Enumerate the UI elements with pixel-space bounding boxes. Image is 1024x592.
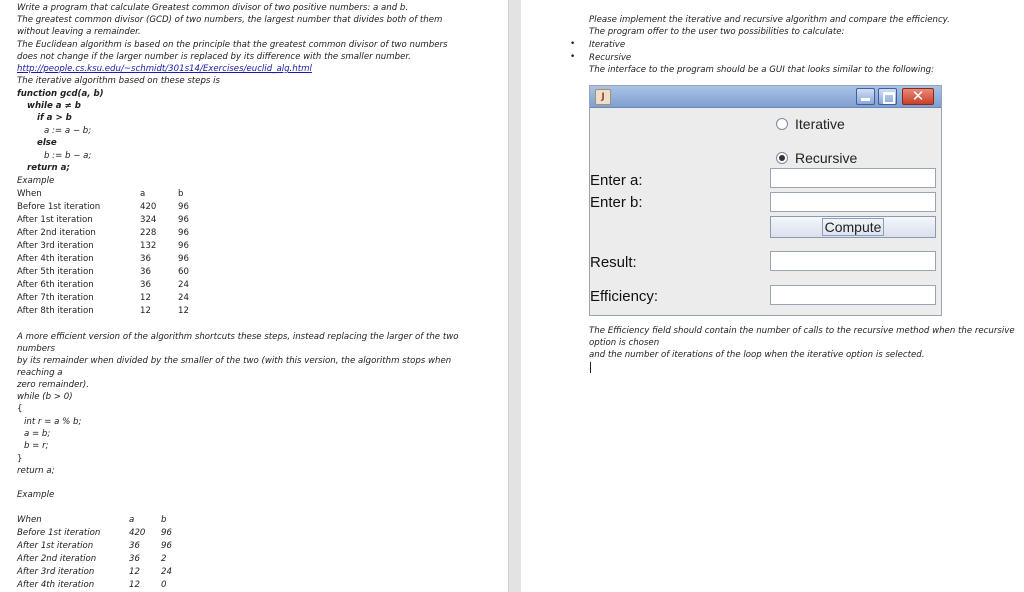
left-document-page (0, 0, 508, 592)
table-cell-when: After 3rd iteration (17, 241, 94, 251)
minimize-button[interactable] (856, 88, 875, 105)
table-cell-b: 24 (178, 280, 189, 290)
table-cell-b: 96 (178, 215, 189, 225)
radio-recursive-label: Recursive (795, 150, 858, 166)
table-cell-b: 96 (161, 541, 172, 551)
table-cell-b: 0 (161, 580, 167, 590)
maximize-button[interactable] (878, 88, 897, 105)
table-cell-a: 420 (140, 202, 157, 212)
code1-line-6: b := b − a; (44, 151, 92, 161)
text-cursor (590, 362, 591, 373)
table-cell-a: 36 (129, 554, 140, 564)
intro-line-3: without leaving a remainder. (17, 27, 141, 37)
radio-iterative-circle[interactable] (776, 118, 788, 130)
page-gutter (508, 0, 522, 592)
code2-line-2: { (17, 404, 23, 414)
efficient-iteration-table (17, 514, 217, 592)
table-cell-when: After 7th iteration (17, 293, 94, 303)
label-result: Result: (590, 254, 637, 271)
table-cell-b: 24 (161, 567, 172, 577)
label-efficiency: Efficiency: (590, 288, 659, 305)
table-cell-when: Before 1st iteration (17, 202, 101, 212)
table-cell-a: a (140, 189, 146, 199)
code2-line-5: b = r; (24, 441, 49, 451)
iterative-intro: The iterative algorithm based on these steps is (17, 76, 220, 86)
intro-line-2: The greatest common divisor (GCD) of two numbers, the largest number that divides both of them (17, 15, 443, 25)
efficient-line-2: numbers (17, 344, 56, 354)
table-cell-when: Before 1st iteration (17, 528, 101, 538)
table-cell-when: After 8th iteration (17, 306, 94, 316)
intro-line-4: The Euclidean algorithm is based on the principle that the greatest common divisor of two numbers (17, 40, 448, 50)
code1-line-5: else (37, 138, 57, 148)
table-cell-b: b (178, 189, 184, 199)
close-button[interactable] (902, 88, 934, 105)
radio-iterative-label: Iterative (795, 116, 845, 132)
intro-line-1: Write a program that calculate Greatest common divisor of two positive numbers: a and b. (17, 3, 409, 13)
label-enter-b: Enter b: (590, 194, 643, 211)
code1-line-1: function gcd(a, b) (17, 89, 104, 99)
table-cell-b: 96 (178, 254, 189, 264)
efficiency-note-3: and the number of iterations of the loop when the iterative option is selected. (589, 350, 925, 360)
table-cell-b: 96 (178, 241, 189, 251)
gcd-iteration-table (17, 188, 217, 318)
code1-line-7: return a; (27, 163, 70, 173)
table-cell-when: After 1st iteration (17, 541, 94, 551)
table-cell-a: 36 (129, 541, 140, 551)
compute-button[interactable] (770, 216, 936, 238)
table-cell-b: 24 (178, 293, 189, 303)
table-cell-b: b (161, 515, 167, 525)
intro-line-5: does not change if the larger number is replaced by its difference with the smaller number. (17, 52, 411, 62)
table-cell-b: 2 (161, 554, 167, 564)
efficient-line-1: A more efficient version of the algorithm shortcuts these steps, instead replacing the larger of the two (17, 332, 459, 342)
efficiency-note-2: option is chosen (589, 338, 660, 348)
table-cell-when: After 6th iteration (17, 280, 94, 290)
table-cell-when: After 4th iteration (17, 254, 94, 264)
window-titlebar[interactable] (590, 86, 941, 108)
table-cell-a: a (129, 515, 135, 525)
gcd-gui-window (589, 85, 942, 316)
euclid-link[interactable]: http://people.cs.ksu.edu/~schmidt/301s14/Exercises/euclid_alg.html (17, 64, 312, 74)
close-icon: ✕ (911, 87, 925, 105)
code1-line-3: if a > b (37, 113, 72, 123)
code2-line-3: int r = a % b; (24, 417, 82, 427)
example1-label: Example (17, 176, 55, 186)
table-cell-b: 60 (178, 267, 189, 277)
table-cell-b: 96 (178, 202, 189, 212)
table-cell-a: 324 (140, 215, 157, 225)
table-cell-when: When (17, 515, 42, 525)
table-cell-a: 228 (140, 228, 157, 238)
task-line-2: The program offer to the user two possibilities to calculate: (589, 27, 845, 37)
code2-line-1: while (b > 0) (17, 392, 73, 402)
table-cell-a: 12 (140, 293, 151, 303)
task-line-1: Please implement the iterative and recursive algorithm and compare the efficiency. (589, 15, 950, 25)
input-b[interactable] (770, 192, 936, 212)
table-cell-when: After 1st iteration (17, 215, 93, 225)
bullet-icon: • (570, 39, 576, 49)
table-cell-a: 420 (129, 528, 146, 538)
table-cell-a: 132 (140, 241, 157, 251)
table-cell-when: When (17, 189, 42, 199)
option-recursive: Recursive (589, 53, 632, 63)
table-cell-when: After 4th iteration (17, 580, 95, 590)
table-cell-a: 36 (140, 254, 151, 264)
table-cell-a: 36 (140, 280, 151, 290)
code2-line-6: } (17, 454, 23, 464)
table-cell-a: 36 (140, 267, 151, 277)
code1-line-4: a := a − b; (44, 126, 92, 136)
table-cell-when: After 5th iteration (17, 267, 94, 277)
table-cell-when: After 3rd iteration (17, 567, 95, 577)
bullet-icon: • (570, 52, 576, 62)
java-icon: J (595, 89, 611, 105)
input-a[interactable] (770, 168, 936, 188)
efficient-line-5: zero remainder). (17, 380, 89, 390)
table-cell-a: 12 (129, 580, 140, 590)
table-cell-b: 12 (178, 306, 189, 316)
table-cell-when: After 2nd iteration (17, 554, 97, 564)
option-iterative: Iterative (589, 40, 626, 50)
code2-line-7: return a; (17, 466, 55, 476)
efficiency-note-1: The Efficiency field should contain the number of calls to the recursive method when the recursive (589, 326, 1015, 336)
table-cell-b: 96 (161, 528, 172, 538)
table-cell-a: 12 (140, 306, 151, 316)
label-enter-a: Enter a: (590, 172, 643, 189)
result-field[interactable] (770, 251, 936, 271)
compute-label: Compute (822, 218, 885, 236)
efficiency-field[interactable] (770, 285, 936, 305)
efficient-line-3: by its remainder when divided by the smaller of the two (with this version, the algorithm stops when (17, 356, 452, 366)
gui-intro: The interface to the program should be a GUI that looks similar to the following: (589, 65, 935, 75)
table-cell-a: 12 (129, 567, 140, 577)
example2-label: Example (17, 490, 55, 500)
efficient-line-4: reaching a (17, 368, 63, 378)
code2-line-4: a = b; (24, 429, 51, 439)
table-cell-b: 96 (178, 228, 189, 238)
radio-recursive-circle[interactable] (776, 152, 788, 164)
code1-line-2: while a ≠ b (27, 101, 81, 111)
table-cell-when: After 2nd iteration (17, 228, 96, 238)
